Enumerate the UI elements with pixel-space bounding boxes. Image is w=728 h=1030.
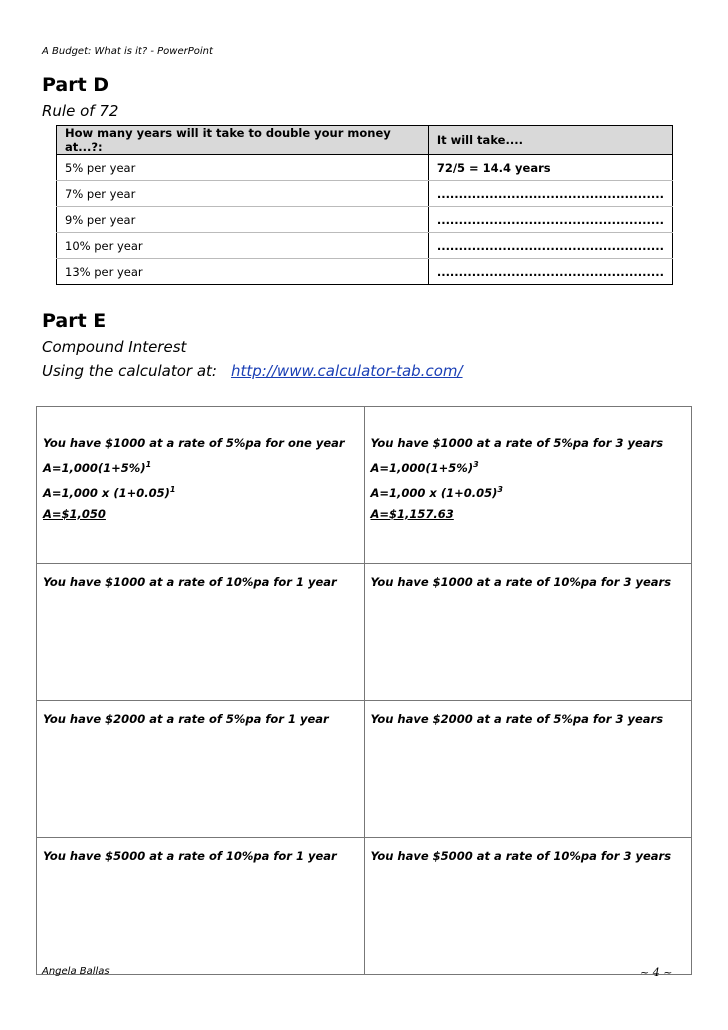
- cell-title: You have $1000 at a rate of 5%pa for one year: [43, 436, 345, 450]
- grid-cell-r2c1[interactable]: [37, 564, 365, 701]
- grid-cell-r4c1[interactable]: [37, 838, 365, 975]
- compound-interest-grid: [36, 406, 692, 975]
- table-row: [57, 207, 673, 233]
- col1-header: How many years will it take to double your money at...?:: [57, 126, 429, 155]
- grid-cell-r1c1: [37, 407, 365, 564]
- table-row: [57, 181, 673, 207]
- part-d-subtitle: Rule of 72: [42, 102, 119, 120]
- table-row: [57, 233, 673, 259]
- cell-title: You have $1000 at a rate of 10%pa for 1 year: [43, 575, 337, 589]
- rate-cell: 10% per year: [57, 233, 429, 259]
- rate-cell: 7% per year: [57, 181, 429, 207]
- calculator-line: [42, 362, 463, 380]
- formula-result: A=$1,157.63: [370, 506, 454, 521]
- formula-line-1: $A=1,000(1+5\%)^3$: [370, 460, 479, 475]
- grid-row: [37, 564, 692, 701]
- formula-result: A=$1,050: [43, 506, 106, 521]
- answer-cell: ....................................................: [428, 233, 672, 259]
- footer-author: Angela Ballas: [42, 966, 110, 977]
- cell-title: You have $5000 at a rate of 10%pa for 1 year: [43, 849, 337, 863]
- calculator-prefix: Using the calculator at:: [42, 362, 217, 380]
- grid-cell-r3c2[interactable]: [364, 701, 692, 838]
- part-d-title: Part D: [42, 74, 110, 96]
- table-header-row: [57, 126, 673, 155]
- rate-cell: 9% per year: [57, 207, 429, 233]
- grid-cell-r4c2[interactable]: [364, 838, 692, 975]
- cell-title: You have $2000 at a rate of 5%pa for 1 year: [43, 712, 329, 726]
- table-row: [57, 155, 673, 181]
- footer-page-number: ~ 4 ~: [640, 966, 673, 979]
- answer-cell: ....................................................: [428, 259, 672, 285]
- formula-line-1: $A=1,000(1+5\%)^1$: [43, 460, 152, 475]
- grid-row: [37, 701, 692, 838]
- rule-of-72-table: [56, 125, 673, 285]
- cell-title: You have $5000 at a rate of 10%pa for 3 years: [370, 849, 672, 863]
- cell-title: You have $1000 at a rate of 5%pa for 3 years: [370, 436, 664, 450]
- formula-line-2: A=1,000 x $(1+0.05)^3$: [370, 484, 503, 500]
- cell-title: You have $1000 at a rate of 10%pa for 3 years: [370, 575, 672, 589]
- calculator-link[interactable]: http://www.calculator-tab.com/: [230, 362, 463, 380]
- answer-cell: 72/5 = 14.4 years: [428, 155, 672, 181]
- formula-line-2: A=1,000 x $(1+0.05)^1$: [43, 484, 176, 500]
- cell-title: You have $2000 at a rate of 5%pa for 3 years: [370, 712, 664, 726]
- grid-row: [37, 838, 692, 975]
- rate-cell: 13% per year: [57, 259, 429, 285]
- page-header: A Budget: What is it? - PowerPoint: [42, 46, 213, 57]
- answer-cell: ....................................................: [428, 207, 672, 233]
- part-e-subtitle: Compound Interest: [42, 338, 187, 356]
- part-e-title: Part E: [42, 310, 107, 332]
- grid-cell-r1c2: [364, 407, 692, 564]
- rate-cell: 5% per year: [57, 155, 429, 181]
- grid-row: [37, 407, 692, 564]
- grid-cell-r3c1[interactable]: [37, 701, 365, 838]
- answer-cell: ....................................................: [428, 181, 672, 207]
- grid-cell-r2c2[interactable]: [364, 564, 692, 701]
- col2-header: It will take....: [428, 126, 672, 155]
- table-row: [57, 259, 673, 285]
